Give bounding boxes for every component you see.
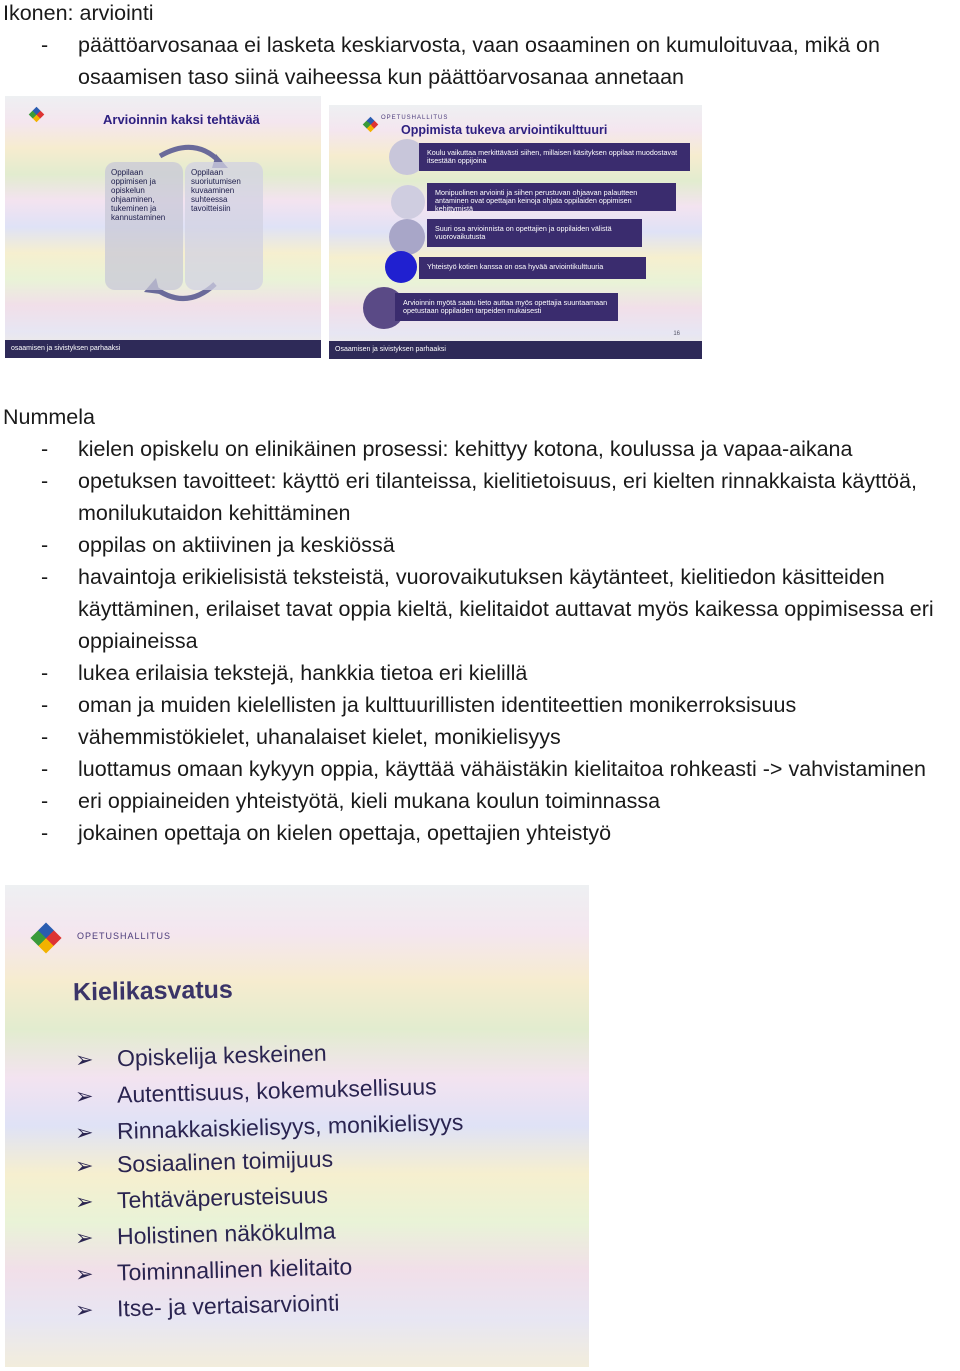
bullet-item [3,465,958,529]
slide-item [75,1290,340,1324]
bullet-item [3,721,958,753]
bullet-marker: - [41,693,49,717]
arrow-bullet-icon: ➢ [74,1188,94,1214]
slide-item: Koulu vaikuttaa merkittävästi siihen, millaisen käsityksen oppilaat muodostavat itsestään oppijoina [419,143,690,171]
bullet-item [3,785,958,817]
bullet-item [3,753,958,785]
slide-title: Kielikasvatus [72,975,234,1007]
bullet-text: luottamus omaan kykyyn oppia, käyttää vähäistäkin kielitaitoa rohkeasti -> vahvistaminen [78,757,926,781]
bullet-marker: - [41,821,49,845]
bullet-marker: - [41,725,49,749]
bullet-text: oppilas on aktiivinen ja keskiössä [78,533,395,557]
arrow-bullet-icon: ➢ [74,1119,94,1145]
slide-item [75,1182,329,1216]
slide-photo-kielikasvatus [5,885,589,1367]
bullet-marker: - [41,661,49,685]
slide-item-text: Sosiaalinen toimijuus [116,1145,334,1178]
bullet-marker: - [41,469,49,493]
bullet-text: opetuksen tavoitteet: käyttö eri tilanteissa, kielitietoisuus, eri kielten rinnakkaista käyttöä, monilukutaidon kehittäminen [78,469,917,525]
section-heading: Nummela [3,405,95,429]
slide-item-text: Opiskelija keskeinen [116,1039,327,1072]
right-box: Oppilaan suoriutumisen kuvaaminen suhteessa tavoitteisiin [185,162,263,290]
section-heading: Ikonen: arviointi [3,1,154,25]
slide-title: Oppimista tukeva arviointikulttuuri [401,123,608,137]
slide-item [75,1040,327,1074]
arrow-bullet-icon: ➢ [74,1152,94,1178]
bullet-item [3,817,958,849]
slide-item-text: Toiminnallinen kielitaito [116,1253,353,1286]
bullet-marker: - [41,789,49,813]
bullet-text: lukea erilaisia tekstejä, hankkia tietoa eri kielillä [78,661,528,685]
logo-text: OPETUSHALLITUS [77,931,172,941]
slide-item [75,1218,336,1252]
slide-photo-arvioinnin-kaksi-tehtavaa [5,96,321,358]
slide-footer: osaamisen ja sivistyksen parhaaksi [5,340,321,358]
slide-item: Monipuolinen arviointi ja siihen perustuvan ohjaavan palautteen antaminen ovat opettajan keinoja ohjata oppilaiden oppimisen kehittymistä [427,183,676,211]
section-ikonen [3,0,958,93]
slide-item [75,1109,464,1146]
slide-photo-oppimista-tukeva [329,105,702,359]
bullet-marker: - [41,533,49,557]
slide-item-text: Autenttisuus, kokemuksellisuus [116,1073,437,1108]
left-box: Oppilaan oppimisen ja opiskelun ohjaaminen, tukeminen ja kannustaminen [105,162,183,290]
slide-item-text: Itse- ja vertaisarviointi [116,1289,340,1322]
opetushallitus-logo-icon [363,117,379,133]
slide-item-text: Rinnakkaiskielisyys, monikielisyys [116,1108,464,1144]
bullet-item [3,529,958,561]
arrow-bullet-icon: ➢ [74,1082,94,1109]
decor-circle [385,251,417,283]
bullet-marker: - [41,757,49,781]
slide-item [75,1073,437,1109]
slide-item-text: Holistinen näkökulma [116,1217,336,1250]
bullet-marker: - [41,33,49,57]
bullet-text: havaintoja erikielisistä teksteistä, vuorovaikutuksen käytänteet, kielitiedon käsitteiden käyttäminen, erilaiset tavat oppia kieltä, kielitaidot auttavat myös kaikessa oppimisessa eri oppiaineissa [78,565,934,653]
logo-text: OPETUSHALLITUS [381,115,449,121]
bullet-text: vähemmistökielet, uhanalaiset kielet, monikielisyys [78,725,561,749]
opetushallitus-logo-icon [30,922,61,953]
slide-item: Arvioinnin myötä saatu tieto auttaa myös opettajia suuntaamaan opetustaan oppilaiden tarpeiden mukaisesti [395,293,618,321]
arrow-bullet-icon: ➢ [74,1224,94,1250]
bullet-marker: - [41,437,49,461]
bullet-item [3,561,958,657]
opetushallitus-logo-icon [29,107,45,123]
bullet-marker: - [41,565,49,589]
bullet-text: jokainen opettaja on kielen opettaja, opettajien yhteistyö [78,821,612,845]
slide-item [75,1146,334,1180]
arrow-bullet-icon: ➢ [74,1046,94,1072]
bullet-text: eri oppiaineiden yhteistyötä, kieli mukana koulun toiminnassa [78,789,661,813]
slide-title: Arvioinnin kaksi tehtävää [103,112,260,127]
bullet-item [3,433,958,465]
bullet-text: päättöarvosanaa ei lasketa keskiarvosta, vaan osaaminen on kumuloituvaa, mikä on osaamisen taso siinä vaiheessa kun päättöarvosanaa annetaan [78,33,880,89]
bullet-item [3,657,958,689]
section-nummela [3,401,958,849]
slide-item-text: Tehtäväperusteisuus [116,1181,329,1214]
slide-item: Suuri osa arvioinnista on opettajien ja oppilaiden välistä vuorovaikutusta [427,219,642,247]
slide-item [75,1253,353,1287]
slide-page-number: 16 [673,331,680,337]
slide-item: Yhteistyö kotien kanssa on osa hyvää arviointikulttuuria [419,257,646,279]
arrow-bullet-icon: ➢ [74,1260,94,1287]
arrow-bullet-icon: ➢ [74,1296,94,1322]
bullet-text: oman ja muiden kielellisten ja kulttuurillisten identiteettien monikerroksisuus [78,693,797,717]
decor-circle [391,185,425,219]
bullet-item [3,29,958,93]
bullet-text: kielen opiskelu on elinikäinen prosessi: kehittyy kotona, koulussa ja vapaa-aikana [78,437,853,461]
decor-circle [389,219,425,255]
bullet-item [3,689,958,721]
slide-footer: Osaamisen ja sivistyksen parhaaksi [329,341,702,359]
